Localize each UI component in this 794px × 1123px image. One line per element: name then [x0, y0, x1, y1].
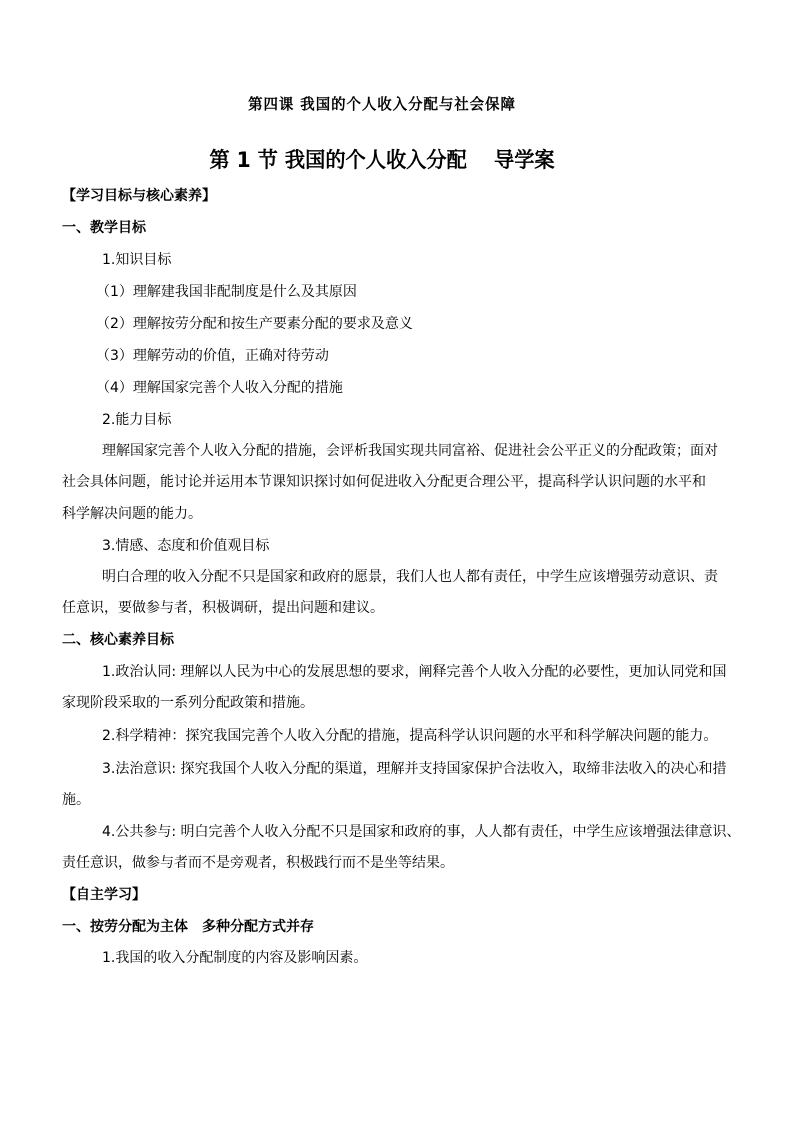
emotion-goals-heading: 3.情感、态度和价值观目标 [102, 538, 270, 554]
ability-paragraph-line: 社会具体问题，能讨论并运用本节课知识探讨如何促进收入分配更合理公平，提高科学认识问题的水平和 [62, 474, 706, 490]
core-item-law-line: 3.法治意识: 探究我国个人收入分配的渠道，理解并支持国家保护合法收入，取缔非法收入的决心和措 [102, 761, 727, 777]
emotion-paragraph-line: 明白合理的收入分配不只是国家和政府的愿景，我们人也人都有责任，中学生应该增强劳动意识、责 [102, 569, 718, 585]
core-item-political-line: 1.政治认同: 理解以人民为中心的发展思想的要求，阐释完善个人收入分配的必要性，更加认同党和国 [102, 664, 727, 680]
teaching-goals-heading: 一、教学目标 [62, 220, 146, 236]
core-item-participation-line: 4.公共参与: 明白完善个人收入分配不只是国家和政府的事，人人都有责任，中学生应该增强法律意识、 [102, 824, 741, 840]
core-item-science: 2.科学精神：探究我国完善个人收入分配的措施，提高科学认识问题的水平和科学解决问题的能力。 [102, 728, 718, 744]
section-title: 第 1 节 我国的个人收入分配 导学案 [209, 148, 555, 172]
ability-goals-heading: 2.能力目标 [102, 412, 172, 428]
core-item-political-line: 家现阶段采取的一系列分配政策和措施。 [62, 695, 314, 711]
core-item-law-line: 施。 [62, 792, 90, 808]
ability-paragraph-line: 理解国家完善个人收入分配的措施，会评析我国实现共同富裕、促进社会公平正义的分配政策；面对 [102, 443, 718, 459]
knowledge-goals-heading: 1.知识目标 [102, 252, 172, 268]
knowledge-item: （3）理解劳动的价值，正确对待劳动 [96, 348, 329, 364]
goals-heading: 【学习目标与核心素养】 [62, 188, 216, 204]
core-goals-heading: 二、核心素养目标 [62, 632, 174, 648]
core-item-participation-line: 责任意识，做参与者而不是旁观者，积极践行而不是坐等结果。 [62, 855, 454, 871]
knowledge-item: （1）理解建我国非配制度是什么及其原因 [96, 284, 357, 300]
lesson-title: 第四课 我国的个人收入分配与社会保障 [248, 95, 516, 113]
self-study-heading: 【自主学习】 [62, 887, 146, 903]
self-study-part1-heading: 一、按劳分配为主体 多种分配方式并存 [62, 919, 314, 935]
knowledge-item: （4）理解国家完善个人收入分配的措施 [96, 380, 343, 396]
emotion-paragraph-line: 任意识，要做参与者，积极调研，提出问题和建议。 [62, 600, 384, 616]
ability-paragraph-line: 科学解决问题的能力。 [62, 506, 202, 522]
knowledge-item: （2）理解按劳分配和按生产要素分配的要求及意义 [96, 316, 413, 332]
self-study-question: 1.我国的收入分配制度的内容及影响因素。 [102, 950, 368, 966]
